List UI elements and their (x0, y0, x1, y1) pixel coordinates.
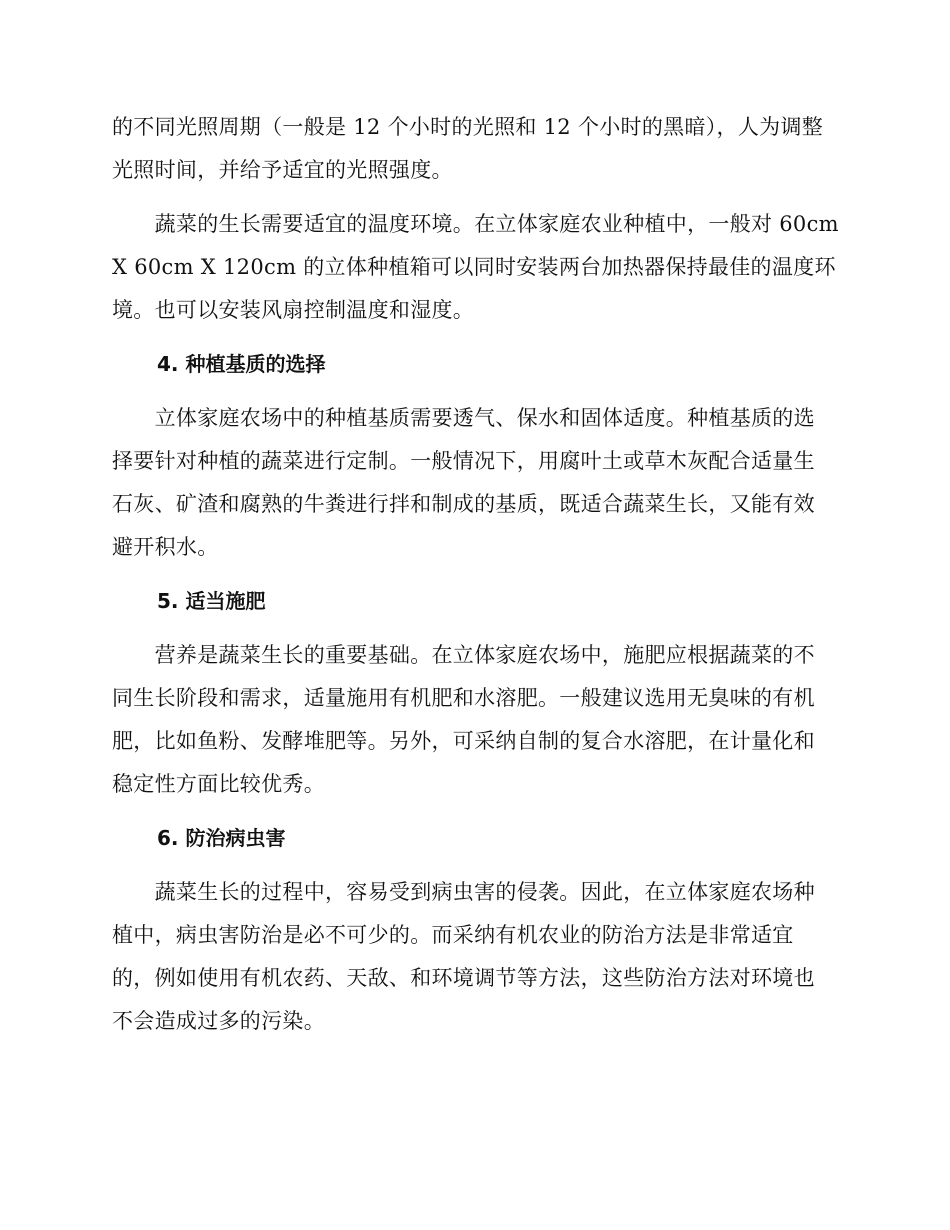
text-line: 植中，病虫害防治是必不可少的。而采纳有机农业的防治方法是非常适宜 (112, 923, 794, 947)
paragraph-fertilizing (112, 634, 842, 806)
paragraph-light-cycle (112, 106, 842, 192)
text-line: 避开积水。 (112, 535, 219, 559)
text-line: 不会造成过多的污染。 (112, 1009, 325, 1033)
section-heading-substrate: 4. 种植基质的选择 (157, 352, 326, 376)
paragraph-temperature (112, 203, 842, 332)
section-heading-pest-control: 6. 防治病虫害 (157, 826, 286, 850)
text-line: 的，例如使用有机农药、天敌、和环境调节等方法，这些防治方法对环境也 (112, 966, 815, 990)
text-line: 立体家庭农场中的种植基质需要透气、保水和固体适度。种植基质的选 (112, 406, 815, 430)
text-line: 蔬菜生长的过程中，容易受到病虫害的侵袭。因此，在立体家庭农场种 (112, 880, 815, 904)
text-line: 光照时间，并给予适宜的光照强度。 (112, 158, 453, 182)
text-line: 肥，比如鱼粉、发酵堆肥等。另外，可采纳自制的复合水溶肥，在计量化和 (112, 729, 815, 753)
section-heading-fertilizing: 5. 适当施肥 (157, 589, 266, 613)
text-line: X 60cm X 120cm 的立体种植箱可以同时安装两台加热器保持最佳的温度环 (112, 255, 836, 279)
text-line: 同生长阶段和需求，适量施用有机肥和水溶肥。一般建议选用无臭味的有机 (112, 686, 815, 710)
paragraph-pest-control (112, 871, 842, 1043)
text-line: 择要针对种植的蔬菜进行定制。一般情况下，用腐叶土或草木灰配合适量生 (112, 449, 815, 473)
text-line: 的不同光照周期（一般是 12 个小时的光照和 12 个小时的黑暗），人为调整 (112, 115, 824, 139)
text-line: 稳定性方面比较优秀。 (112, 772, 325, 796)
text-line: 营养是蔬菜生长的重要基础。在立体家庭农场中，施肥应根据蔬菜的不 (112, 643, 815, 667)
paragraph-substrate (112, 397, 842, 569)
text-line: 蔬菜的生长需要适宜的温度环境。在立体家庭农业种植中，一般对 60cm (112, 212, 839, 236)
text-line: 石灰、矿渣和腐熟的牛粪进行拌和制成的基质，既适合蔬菜生长，又能有效 (112, 492, 815, 516)
text-line: 境。也可以安装风扇控制温度和湿度。 (112, 298, 475, 322)
